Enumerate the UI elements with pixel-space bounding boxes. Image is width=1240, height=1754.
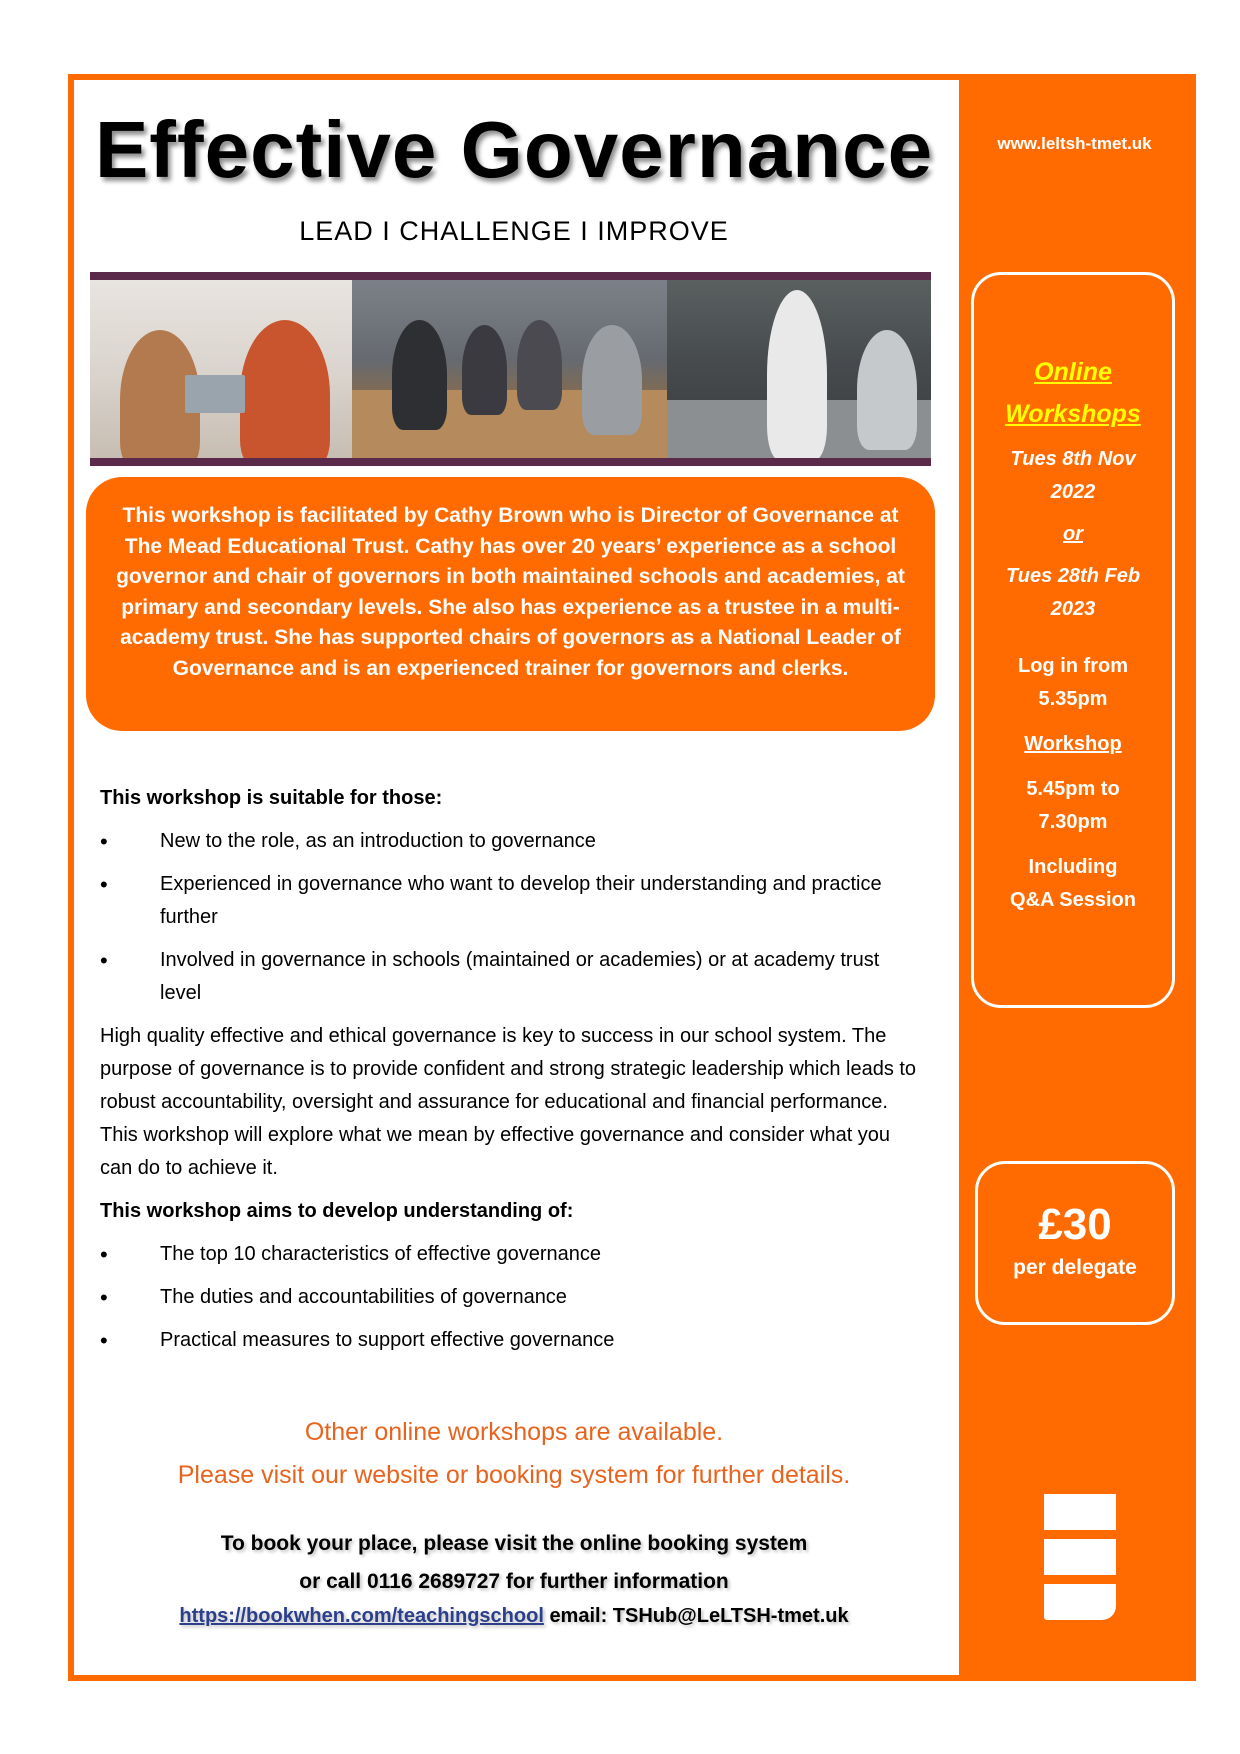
price-unit: per delegate bbox=[1013, 1256, 1137, 1279]
date1-line1: Tues 8th Nov bbox=[1010, 448, 1136, 470]
time-line2: 7.30pm bbox=[1038, 811, 1108, 833]
info-heading bbox=[974, 351, 1172, 435]
incl-line2: Q&A Session bbox=[1010, 889, 1136, 911]
list-item: • The duties and accountabilities of governance bbox=[100, 1281, 925, 1314]
booking-info bbox=[74, 1525, 954, 1601]
other-line1: Other online workshops are available. bbox=[304, 1418, 724, 1446]
date2-line2: 2023 bbox=[1050, 598, 1096, 620]
other-line2: Please visit our website or booking system for further details. bbox=[177, 1461, 851, 1489]
contact-email[interactable]: email: TSHub@LeLTSH-tmet.uk bbox=[549, 1605, 849, 1627]
list-item: • Practical measures to support effective governance bbox=[100, 1324, 925, 1357]
tagline: LEAD I CHALLENGE I IMPROVE bbox=[299, 216, 729, 246]
aims-heading: This workshop aims to develop understanding of: bbox=[100, 1200, 574, 1222]
date2-line1: Tues 28th Feb bbox=[1005, 565, 1141, 587]
list-item: • New to the role, as an introduction to governance bbox=[100, 825, 925, 858]
date-2 bbox=[974, 560, 1172, 626]
booking-link[interactable]: https://bookwhen.com/teachingschool bbox=[179, 1605, 544, 1627]
list-item: • Involved in governance in schools (maintained or academies) or at academy trust level bbox=[100, 944, 925, 1010]
date1-line2: 2022 bbox=[1050, 481, 1096, 503]
suitable-list bbox=[100, 825, 925, 1010]
photo-laptop-meeting bbox=[90, 280, 352, 458]
website-link[interactable]: www.leltsh-tmet.uk bbox=[997, 134, 1152, 153]
photo-banner bbox=[90, 272, 931, 466]
time-line1: 5.45pm to bbox=[1026, 778, 1120, 800]
trust-logo-icon bbox=[1044, 1494, 1116, 1620]
list-item: • Experienced in governance who want to develop their understanding and practice further bbox=[100, 868, 925, 934]
other-workshops-note bbox=[74, 1411, 954, 1497]
purpose-paragraph: High quality effective and ethical governance is key to success in our school system. The purpose of governance is to provide confident and strong strategic leadership which leads to robust accountability, oversight and assurance for educational and financial performance. This workshop will explore what we mean by effective governance and consider what you can do to achieve it. bbox=[100, 1025, 917, 1179]
booking-line1: To book your place, please visit the online booking system bbox=[220, 1532, 808, 1555]
workshop-time bbox=[974, 773, 1172, 839]
sidebar bbox=[959, 80, 1190, 1675]
includes-qa bbox=[974, 851, 1172, 917]
aims-list bbox=[100, 1238, 925, 1357]
heading-line1: Online bbox=[1034, 358, 1112, 386]
date-1 bbox=[974, 443, 1172, 509]
photo-presentation bbox=[667, 280, 931, 458]
login-line2: 5.35pm bbox=[1038, 688, 1108, 710]
workshop-label: Workshop bbox=[1024, 733, 1122, 755]
workshop-info-box bbox=[971, 272, 1175, 1008]
list-item: • The top 10 characteristics of effective governance bbox=[100, 1238, 925, 1271]
heading-line2: Workshops bbox=[1005, 400, 1141, 428]
facilitator-bio: This workshop is facilitated by Cathy Brown who is Director of Governance at The Mead Educational Trust. Cathy has over 20 years’ experience as a school governor and chair of governors in both maintained schools and academies, at primary and secondary levels. She also has experience as a trustee in a multi-academy trust. She has supported chairs of governors as a National Leader of Governance and is an experienced trainer for governors and clerks. bbox=[86, 477, 935, 731]
main-content bbox=[100, 782, 925, 1357]
price-box bbox=[975, 1161, 1175, 1325]
photo-boardroom bbox=[352, 280, 667, 458]
login-time bbox=[974, 650, 1172, 716]
booking-line2: or call 0116 2689727 for further information bbox=[299, 1570, 729, 1593]
page-title: Effective Governance bbox=[94, 105, 934, 194]
incl-line1: Including bbox=[1028, 856, 1118, 878]
contact-line bbox=[74, 1605, 954, 1628]
or-label: or bbox=[1063, 523, 1083, 545]
login-line1: Log in from bbox=[1018, 655, 1128, 677]
price-amount: £30 bbox=[1038, 1200, 1112, 1249]
suitable-heading: This workshop is suitable for those: bbox=[100, 787, 443, 809]
